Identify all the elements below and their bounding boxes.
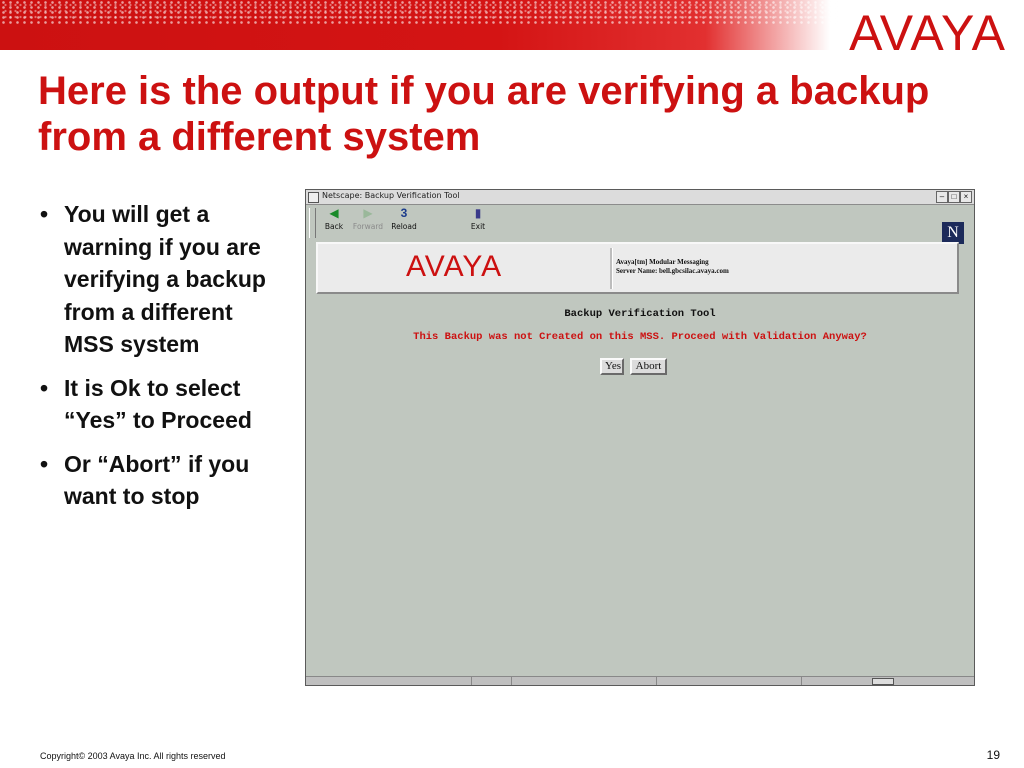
browser-window [305, 189, 975, 686]
avaya-logo: AVAYA [849, 5, 1006, 50]
bullet-item [38, 198, 288, 361]
copyright: Copyright© 2003 Avaya Inc. All rights reserved [40, 751, 226, 761]
status-divider [471, 677, 472, 685]
top-banner [0, 0, 1024, 50]
exit-button[interactable] [458, 207, 498, 231]
header-divider [610, 248, 613, 289]
window-titlebar[interactable] [306, 190, 974, 205]
forward-label: Forward [352, 222, 384, 231]
slide-title: Here is the output if you are verifying a backup from a different system [38, 69, 930, 159]
reload-icon: 3 [400, 206, 408, 220]
forward-arrow-icon: ▶ [363, 206, 373, 220]
bullet-text: You will get a warning if you are verifying a backup from a different MSS system [64, 201, 266, 357]
bullet-text: Or “Abort” if you want to stop [64, 450, 250, 509]
bullet-dot: • [40, 201, 49, 227]
reload-button[interactable] [384, 207, 424, 231]
product-name: Avaya[tm] Modular Messaging [616, 258, 709, 266]
exit-label: Exit [470, 222, 486, 231]
window-menu-icon[interactable] [308, 192, 319, 203]
yes-button[interactable]: Yes [600, 358, 624, 375]
warning-message: This Backup was not Created on this MSS. Proceed with Validation Anyway? [413, 331, 867, 343]
bullet-dot: • [40, 374, 49, 401]
status-divider [511, 677, 512, 685]
page-avaya-logo: AVAYA [406, 250, 503, 283]
bullet-item [38, 448, 288, 513]
bullet-list [38, 198, 288, 524]
header-info [616, 258, 729, 276]
bullet-item [38, 372, 288, 437]
forward-button[interactable] [348, 207, 388, 231]
browser-toolbar [306, 205, 974, 241]
netscape-logo-icon[interactable]: N [942, 222, 964, 244]
close-button[interactable]: × [960, 191, 972, 203]
banner-speckle-fine [3, 2, 843, 20]
status-divider [801, 677, 802, 685]
bullet-dot: • [40, 450, 49, 477]
minimize-button[interactable]: – [936, 191, 948, 203]
back-arrow-icon: ◀ [329, 206, 339, 220]
page-number: 19 [986, 748, 1000, 762]
security-lock-icon[interactable] [872, 678, 894, 685]
exit-icon: ▮ [474, 206, 482, 220]
abort-button[interactable]: Abort [630, 358, 667, 375]
window-title: Netscape: Backup Verification Tool [322, 191, 460, 200]
page-header-frame [316, 242, 959, 294]
reload-label: Reload [391, 222, 417, 231]
bullet-text: It is Ok to select “Yes” to Proceed [64, 374, 252, 433]
status-bar [306, 676, 974, 685]
back-label: Back [324, 222, 344, 231]
tool-title: Backup Verification Tool [564, 308, 716, 320]
status-divider [656, 677, 657, 685]
server-name: Server Name: bell.gbcsilac.avaya.com [616, 267, 729, 275]
maximize-button[interactable]: □ [948, 191, 960, 203]
